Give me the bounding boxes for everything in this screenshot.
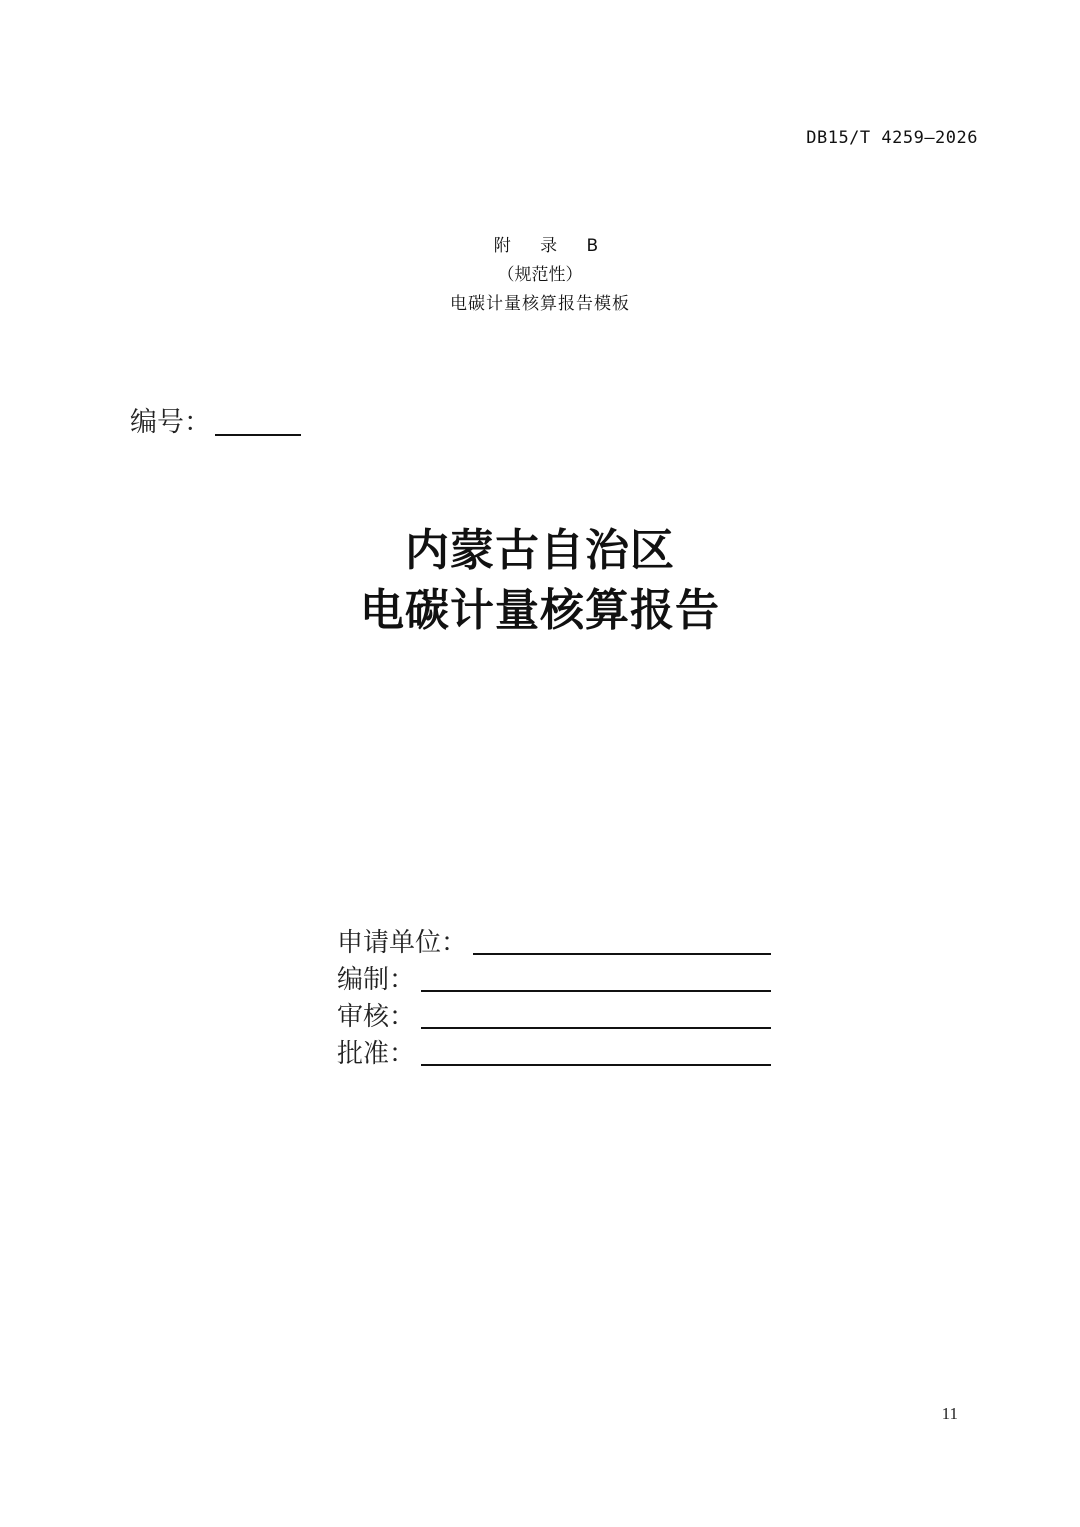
approver-label: 批准： [337,1039,416,1069]
applicant-blank [473,953,771,955]
applicant-label: 申请单位： [337,928,468,958]
reviewer-row [337,996,771,1033]
reviewer-blank [421,1027,771,1029]
approver-blank [421,1064,771,1066]
standard-code: DB15/T 4259—2026 [806,128,978,148]
cover-title-line1: 内蒙古自治区 [405,525,675,576]
serial-number-label: 编号： [130,407,211,438]
reviewer-label: 审核： [337,1002,416,1032]
page-number: 11 [941,1404,958,1423]
cover-title-line2: 电碳计量核算报告 [360,585,720,636]
appendix-title: 附 录 B [493,236,611,256]
serial-number-field [130,400,301,439]
approver-row [337,1033,771,1070]
serial-number-blank [215,433,301,436]
signature-block [337,922,771,1070]
appendix-type: （规范性） [497,265,583,285]
compiler-label: 编制： [337,965,416,995]
compiler-blank [421,990,771,992]
compiler-row [337,959,771,996]
applicant-row [337,922,771,959]
appendix-name: 电碳计量核算报告模板 [450,294,630,314]
